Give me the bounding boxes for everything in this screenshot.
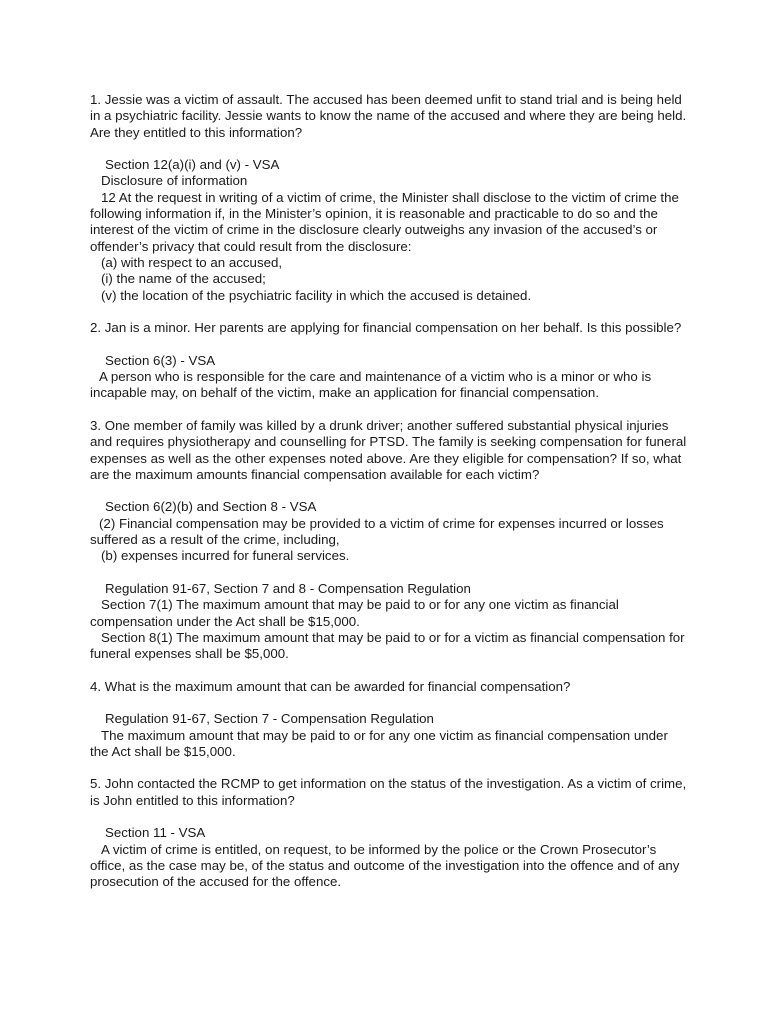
- q4-section-heading: Regulation 91-67, Section 7 - Compensation Regulation: [105, 711, 434, 727]
- question-5: 5. John contacted the RCMP to get information on the status of the investigation. As a victim of crime, is John entitled to this information?: [90, 776, 687, 808]
- q3-regulation-text-1: Section 7(1) The maximum amount that may be paid to or for any one victim as financial compensation under the Act shall be $15,000.: [90, 597, 619, 629]
- q5-section-heading: Section 11 - VSA: [105, 825, 206, 841]
- q5-statute-text: A victim of crime is entitled, on request, to be informed by the police or the Crown Prosecutor’s office, as the case may be, of the status and outcome of the investigation into the offence and of any prosecution of the accused for the offence.: [90, 841, 680, 890]
- q1-item-i: (i) the name of the accused;: [101, 271, 266, 287]
- q2-section-heading: Section 6(3) - VSA: [105, 352, 216, 368]
- q1-item-v: (v) the location of the psychiatric facility in which the accused is detained.: [101, 287, 532, 303]
- q2-statute-text: A person who is responsible for the care and maintenance of a victim who is a minor or who is incapable may, on behalf of the victim, make an application for financial compensation.: [90, 369, 652, 401]
- q3-statute-text-1: (2) Financial compensation may be provided to a victim of crime for expenses incurred or losses suffered as a result of the crime, including,: [90, 515, 664, 548]
- q1-statute-text: 12 At the request in writing of a victim of crime, the Minister shall disclose to the victim of crime the following information if, in the Minister’s opinion, it is reasonable and practicable to do so and the interest of the victim of crime in the disclosure clearly outweighs any invasion of the accused’s or offender’s privacy that could result from the disclosure:: [90, 189, 679, 254]
- q3-section-heading-2: Regulation 91-67, Section 7 and 8 - Compensation Regulation: [105, 580, 471, 596]
- question-2: 2. Jan is a minor. Her parents are applying for financial compensation on her behalf. Is this possible?: [90, 320, 682, 336]
- question-1: 1. Jessie was a victim of assault. The accused has been deemed unfit to stand trial and is being held in a psychiatric facility. Jessie wants to know the name of the accused and where they are being held. Are they entitled to this information?: [90, 92, 687, 140]
- q1-item-a: (a) with respect to an accused,: [101, 254, 283, 270]
- q3-item-b: (b) expenses incurred for funeral services.: [101, 548, 350, 564]
- question-3: 3. One member of family was killed by a drunk driver; another suffered substantial physical injuries and requires physiotherapy and counselling for PTSD. The family is seeking compensation for funeral expenses as well as the other expenses noted above. Are they eligible for compensation? If so, what are the maximum amounts financial compensation available for each victim?: [90, 417, 687, 482]
- question-4: 4. What is the maximum amount that can be awarded for financial compensation?: [90, 678, 571, 694]
- q3-regulation-text-2: Section 8(1) The maximum amount that may be paid to or for a victim as financial compensation for funeral expenses shall be $5,000.: [90, 629, 685, 662]
- document-body: [90, 92, 690, 891]
- q1-subheading: Disclosure of information: [101, 173, 248, 189]
- q3-section-heading-1: Section 6(2)(b) and Section 8 - VSA: [105, 499, 317, 515]
- q4-regulation-text: The maximum amount that may be paid to or for any one victim as financial compensation under the Act shall be $15,000.: [90, 727, 668, 759]
- q1-section-heading: Section 12(a)(i) and (v) - VSA: [105, 157, 280, 173]
